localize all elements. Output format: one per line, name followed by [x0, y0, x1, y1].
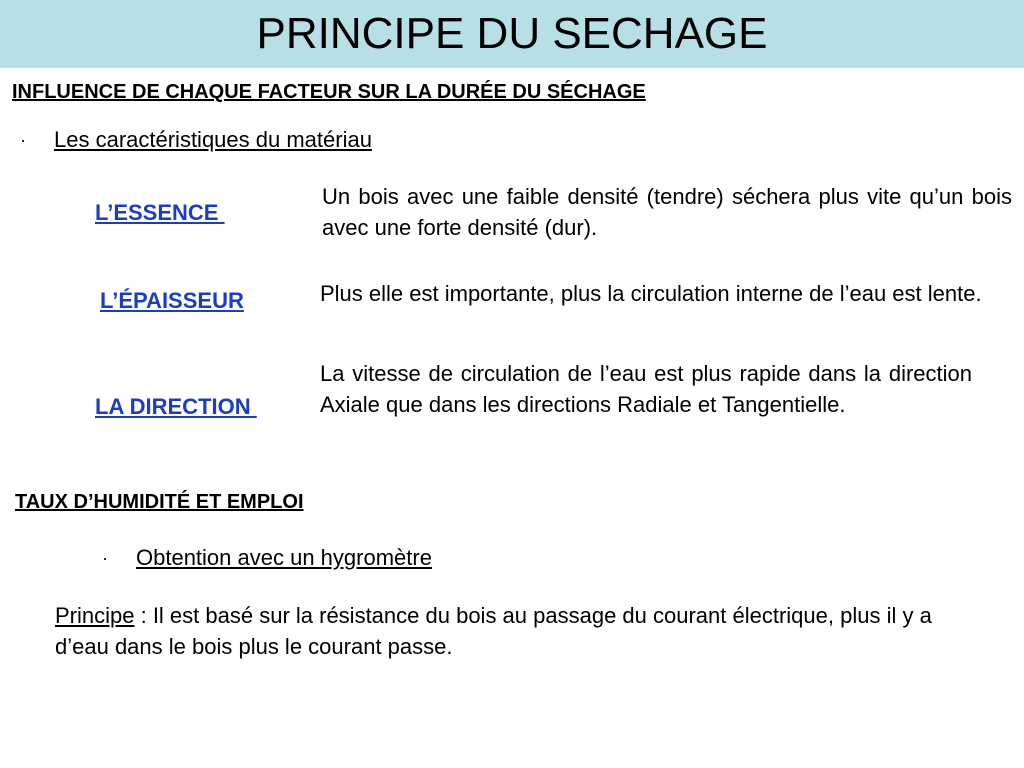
bullet-hygrometre-text: Obtention avec un hygromètre — [136, 545, 432, 570]
bullet-material-text: Les caractéristiques du matériau — [54, 127, 372, 152]
desc-epaisseur: Plus elle est importante, plus la circulation interne de l’eau est lente. — [320, 281, 982, 306]
link-direction[interactable]: LA DIRECTION — [95, 394, 257, 419]
bullet-material — [20, 126, 372, 154]
principe-label: Principe — [55, 603, 135, 628]
section-heading-humidite: TAUX D’HUMIDITÉ ET EMPLOI — [15, 491, 304, 513]
slide-title: PRINCIPE DU SECHAGE — [256, 9, 768, 58]
bullet-hygrometre — [102, 544, 432, 572]
link-epaisseur[interactable]: L’ÉPAISSEUR — [100, 288, 244, 313]
section-heading-influence: INFLUENCE DE CHAQUE FACTEUR SUR LA DURÉE DU SÉCHAGE — [12, 81, 646, 103]
principe-text: : Il est basé sur la résistance du bois au passage du courant électrique, plus il y a d’eau dans le bois plus le courant passe. — [55, 603, 932, 659]
link-essence[interactable]: L’ESSENCE — [95, 200, 225, 225]
desc-essence: Un bois avec une faible densité (tendre) séchera plus vite qu’un bois avec une forte densité (dur). — [322, 184, 1012, 240]
bullet-dot-icon: · — [102, 548, 108, 568]
principe-paragraph — [55, 600, 975, 662]
desc-direction: La vitesse de circulation de l’eau est plus rapide dans la direction Axiale que dans les directions Radiale et Tangentielle. — [320, 361, 972, 417]
bullet-dot-icon: · — [20, 130, 26, 150]
